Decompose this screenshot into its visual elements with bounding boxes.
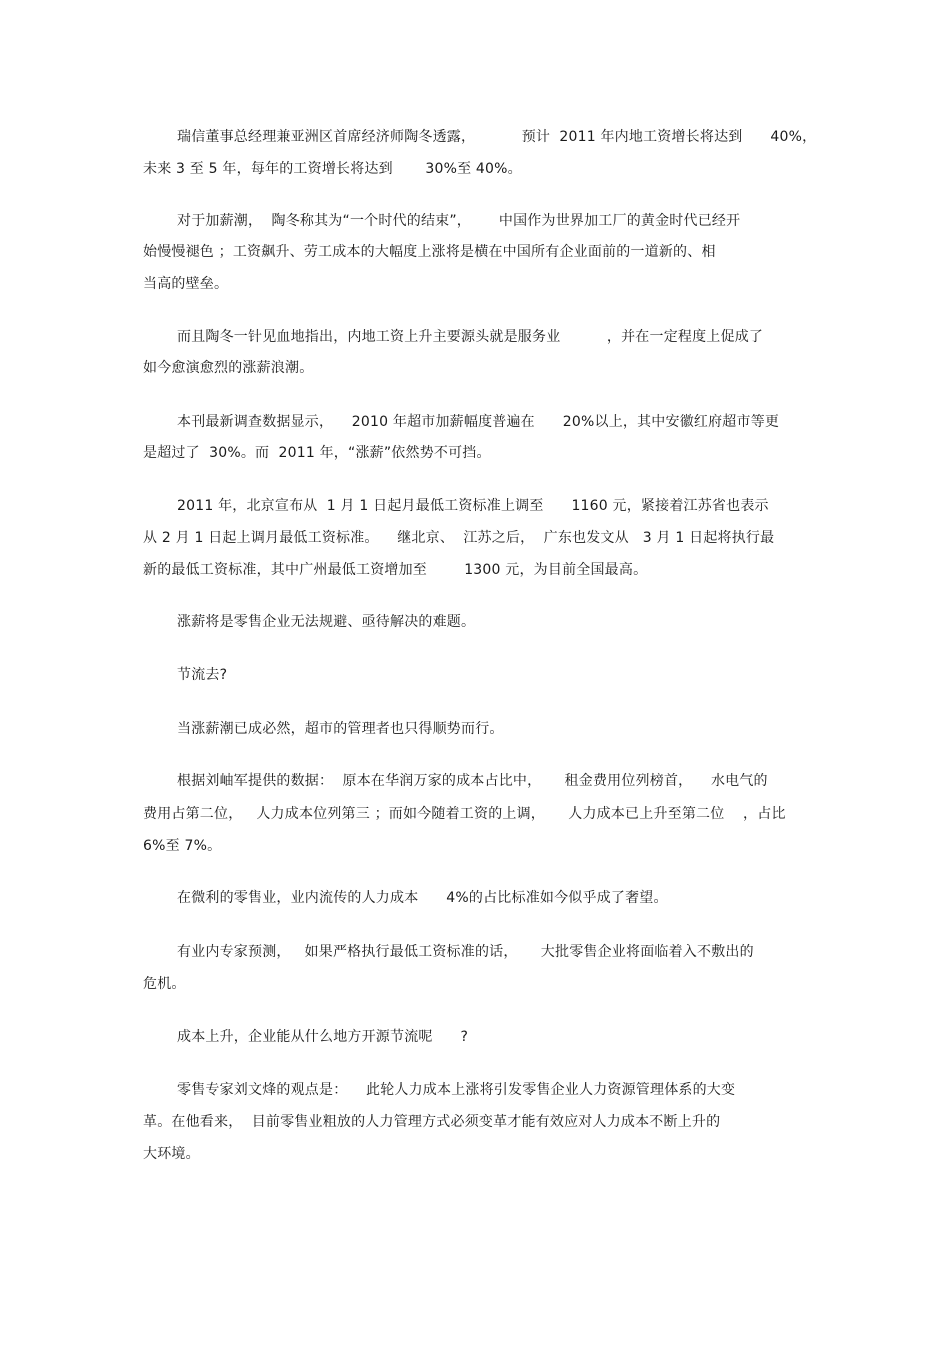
text-line: 本刊最新调查数据显示， 2010 年超市加薪幅度普遍在 20%以上，其中安徽红府超市等更 [177, 414, 780, 430]
text-line: 而且陶冬一针见血地指出，内地工资上升主要源头就是服务业 ，并在一定程度上促成了 [177, 329, 764, 345]
text-line: 节流去? [177, 667, 228, 683]
text-line: 有业内专家预测， 如果严格执行最低工资标准的话， 大批零售企业将面临着入不敷出的 [177, 944, 754, 960]
text-line: 大环境。 [143, 1146, 200, 1162]
text-line: 对于加薪潮， 陶冬称其为“一个时代的结束”， 中国作为世界加工厂的黄金时代已经开 [177, 213, 741, 229]
text-line: 危机。 [143, 976, 186, 992]
text-line: 零售专家刘文烽的观点是： 此轮人力成本上涨将引发零售企业人力资源管理体系的大变 [177, 1082, 736, 1098]
text-line: 涨薪将是零售企业无法规避、亟待解决的难题。 [177, 614, 476, 630]
text-line: 当涨薪潮已成必然，超市的管理者也只得顺势而行。 [177, 721, 504, 737]
text-line: 费用占第二位， 人力成本位列第三 ；而如今随着工资的上调， 人力成本已上升至第二位 ，占比 [143, 806, 786, 822]
text-line: 根据刘岫军提供的数据： 原本在华润万家的成本占比中， 租金费用位列榜首， 水电气的 [177, 773, 768, 789]
text-line: 成本上升，企业能从什么地方开源节流呢 ? [177, 1029, 469, 1045]
text-line: 新的最低工资标准，其中广州最低工资增加至 1300 元，为目前全国最高。 [143, 562, 648, 578]
text-line: 是超过了 30%。而 2011 年，“涨薪”依然势不可挡。 [143, 445, 491, 461]
text-line: 当高的壁垒。 [143, 276, 229, 292]
text-line: 革。在他看来， 目前零售业粗放的人力管理方式必须变革才能有效应对人力成本不断上升的 [143, 1114, 721, 1130]
text-line: 始慢慢褪色 ；工资飙升、劳工成本的大幅度上涨将是横在中国所有企业面前的一道新的、相 [143, 244, 716, 260]
text-line: 如今愈演愈烈的涨薪浪潮。 [143, 360, 314, 376]
text-line: 2011 年，北京宣布从 1 月 1 日起月最低工资标准上调至 1160 元，紧接着江苏省也表示 [177, 498, 769, 514]
text-line: 从 2 月 1 日起上调月最低工资标准。 继北京、 江苏之后， 广东也发文从 3 月 1 日起将执行最 [143, 530, 775, 546]
text-line: 6%至 7%。 [143, 838, 222, 854]
text-line: 瑞信董事总经理兼亚洲区首席经济师陶冬透露， 预计 2011 年内地工资增长将达到 40%， [177, 129, 817, 145]
text-line: 在微利的零售业，业内流传的人力成本 4%的占比标准如今似乎成了奢望。 [177, 890, 668, 906]
text-line: 未来 3 至 5 年，每年的工资增长将达到 30%至 40%。 [143, 161, 522, 177]
